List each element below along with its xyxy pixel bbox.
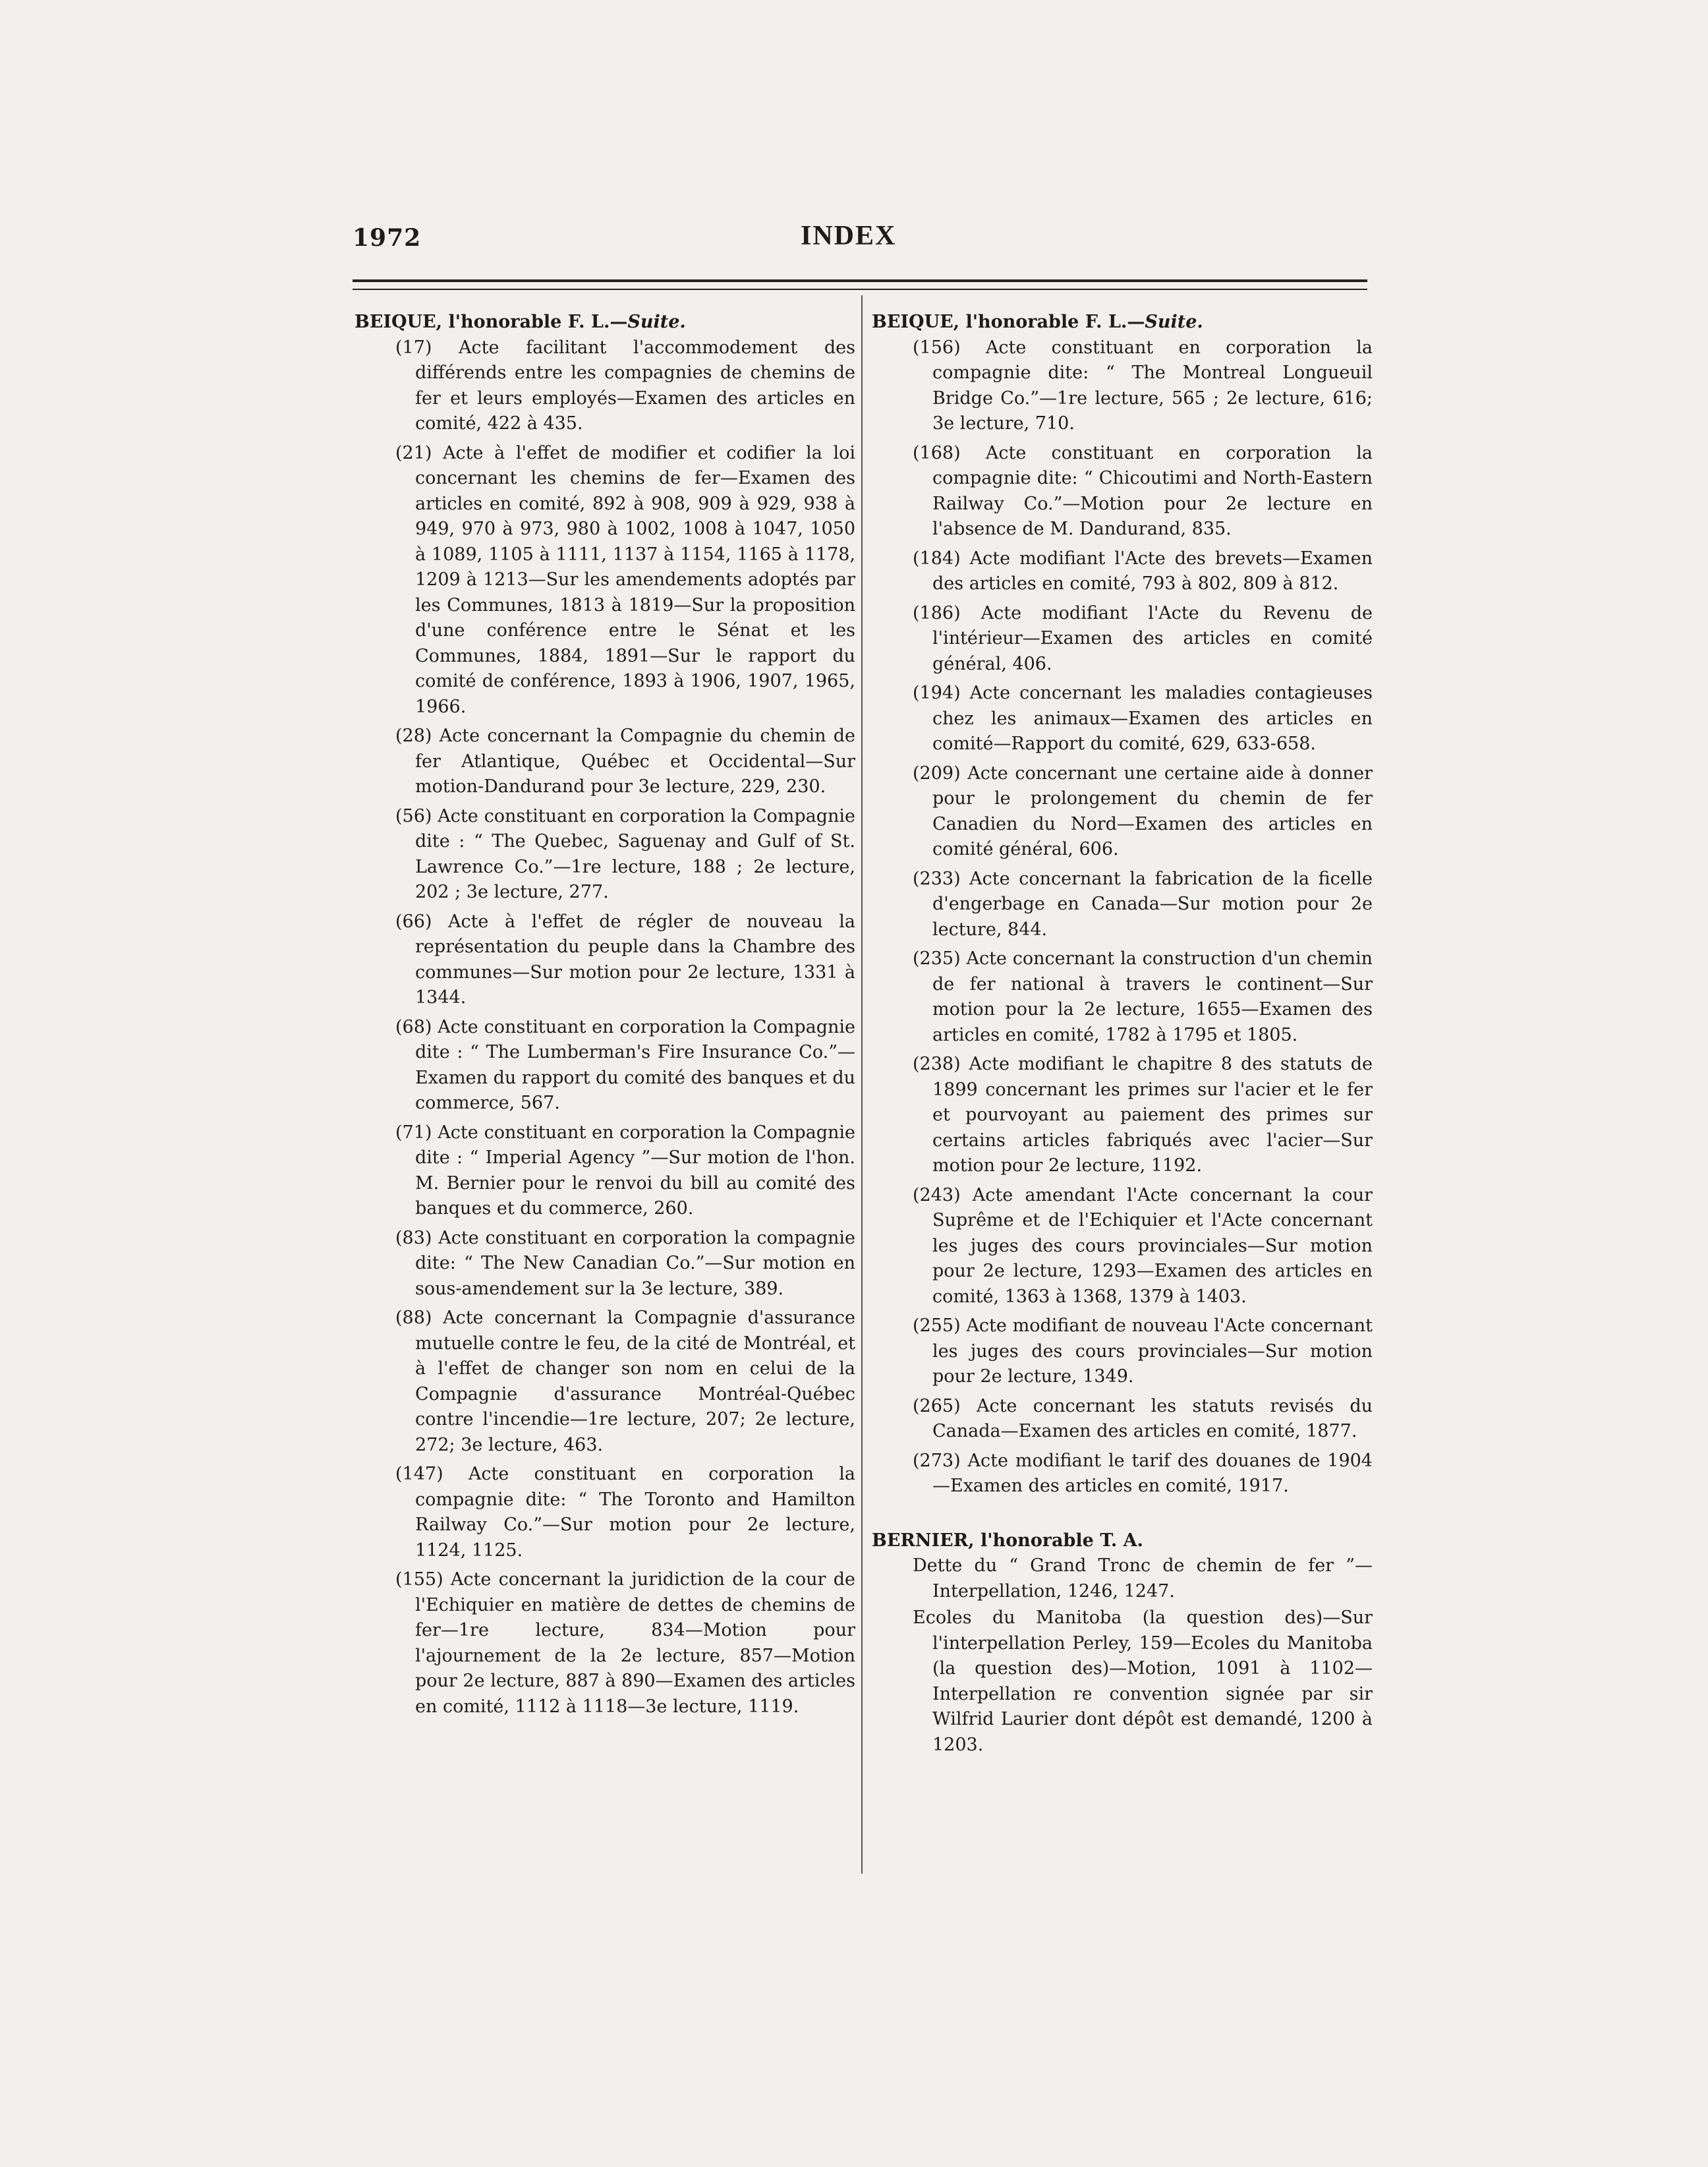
header-rule-thick — [353, 279, 1367, 282]
index-entry: (233) Acte concernant la fabrication de la ficelle d'engerbage en Canada—Sur motion pour 2e lecture, 844. — [913, 868, 1373, 940]
right-heading-suite: Suite. — [1145, 312, 1203, 332]
section-spacer — [872, 1503, 1373, 1528]
index-entry: (68) Acte constituant en corporation la Compagnie dite : “ The Lumberman's Fire Insurance Co.”—Examen du rapport du comité des banques et du commerce, 567. — [395, 1016, 855, 1113]
index-entry: (83) Acte constituant en corporation la compagnie dite: “ The New Canadian Co.”—Sur motion en sous-amendement sur la 3e lecture, 389. — [395, 1227, 855, 1299]
index-entry: (255) Acte modifiant de nouveau l'Acte concernant les juges des cours provinciales—Sur motion pour 2e lecture, 1349. — [913, 1315, 1373, 1387]
index-entry: (209) Acte concernant une certaine aide à donner pour le prolongement du chemin de fer Canadien du Nord—Examen des articles en comité général, 606. — [913, 763, 1373, 859]
right-heading-name: BEIQUE, l'honorable F. L.— — [872, 312, 1145, 332]
page-header — [353, 221, 1367, 264]
left-heading-name: BEIQUE, l'honorable F. L.— — [355, 312, 628, 332]
header-rule-thin — [353, 289, 1367, 290]
index-entry: (156) Acte constituant en corporation la compagnie dite: “ The Montreal Longueuil Bridge Co.”—1re lecture, 565 ; 2e lecture, 616; 3e lecture, 710. — [913, 337, 1373, 434]
index-entry: (17) Acte facilitant l'accommodement des différends entre les compagnies de chemins de fer et leurs employés—Examen des articles en comité, 422 à 435. — [395, 337, 855, 434]
index-entry: (71) Acte constituant en corporation la Compagnie dite : “ Imperial Agency ”—Sur motion de l'hon. M. Bernier pour le renvoi du bill au comité des banques et du commerce, 260. — [395, 1122, 855, 1219]
index-entry: (168) Acte constituant en corporation la compagnie dite: “ Chicoutimi and North-Eastern Railway Co.”—Motion pour 2e lecture en l'absence de M. Dandurand, 835. — [913, 442, 1373, 539]
left-heading — [355, 310, 855, 335]
index-entry: (186) Acte modifiant l'Acte du Revenu de l'intérieur—Examen des articles en comité général, 406. — [913, 602, 1373, 674]
index-entry: (28) Acte concernant la Compagnie du chemin de fer Atlantique, Québec et Occidental—Sur motion-Dandurand pour 3e lecture, 229, 230. — [395, 726, 855, 797]
index-entry: (273) Acte modifiant le tarif des douanes de 1904—Examen des articles en comité, 1917. — [913, 1450, 1373, 1496]
column-divider — [861, 295, 863, 1874]
index-entry: Dette du “ Grand Tronc de chemin de fer ”—Interpellation, 1246, 1247. — [913, 1555, 1373, 1602]
right-heading-bernier: BERNIER, l'honorable T. A. — [872, 1530, 1143, 1551]
index-entry: Ecoles du Manitoba (la question des)—Sur l'interpellation Perley, 159—Ecoles du Manitoba (la question des)—Motion, 1091 à 1102—Interpellation re convention signée par sir Wilfrid Laurier dont dépôt est demandé, 1200 à 1203. — [913, 1607, 1373, 1755]
index-entry: (194) Acte concernant les maladies contagieuses chez les animaux—Examen des articles en comité—Rapport du comité, 629, 633-658. — [913, 683, 1373, 754]
right-heading — [872, 310, 1373, 335]
right-column — [872, 310, 1373, 1759]
page-number: 1972 — [353, 224, 422, 252]
index-entry: (155) Acte concernant la juridiction de la cour de l'Echiquier en matière de dettes de chemins de fer—1re lecture, 834—Motion pour l'ajournement de la 2e lecture, 857—Motion pour 2e lecture, 887 à 890—Examen des articles en comité, 1112 à 1118—3e lecture, 1119. — [395, 1569, 855, 1717]
page-title: INDEX — [801, 221, 897, 251]
index-entry: (238) Acte modifiant le chapitre 8 des statuts de 1899 concernant les primes sur l'acier et le fer et pourvoyant au paiement des primes sur certains articles fabriqués avec l'acier—Sur motion pour 2e lecture, 1192. — [913, 1054, 1373, 1176]
index-entry: (243) Acte amendant l'Acte concernant la cour Suprême et de l'Echiquier et l'Acte concernant les juges des cours provinciales—Sur motion pour 2e lecture, 1293—Examen des articles en comité, 1363 à 1368, 1379 à 1403. — [913, 1184, 1373, 1307]
index-entry: (56) Acte constituant en corporation la Compagnie dite : “ The Quebec, Saguenay and Gulf of St. Lawrence Co.”—1re lecture, 188 ; 2e lecture, 202 ; 3e lecture, 277. — [395, 805, 855, 902]
index-entry: (21) Acte à l'effet de modifier et codifier la loi concernant les chemins de fer—Examen des articles en comité, 892 à 908, 909 à 929, 938 à 949, 970 à 973, 980 à 1002, 1008 à 1047, 1050 à 1089, 1105 à 1111, 1137 à 1154, 1165 à 1178, 1209 à 1213—Sur les amendements adoptés par les Communes, 1813 à 1819—Sur la proposition d'une conférence entre le Sénat et les Communes, 1884, 1891—Sur le rapport du comité de conférence, 1893 à 1906, 1907, 1965, 1966. — [395, 442, 855, 717]
index-entry: (66) Acte à l'effet de régler de nouveau la représentation du peuple dans la Chambre des communes—Sur motion pour 2e lecture, 1331 à 1344. — [395, 911, 855, 1008]
index-entry: (88) Acte concernant la Compagnie d'assurance mutuelle contre le feu, de la cité de Montréal, et à l'effet de changer son nom en celui de la Compagnie d'assurance Montréal-Québec contre l'incendie—1re lecture, 207; 2e lecture, 272; 3e lecture, 463. — [395, 1308, 855, 1455]
index-entry: (147) Acte constituant en corporation la compagnie dite: “ The Toronto and Hamilton Railway Co.”—Sur motion pour 2e lecture, 1124, 1125. — [395, 1464, 855, 1561]
index-entry: (265) Acte concernant les statuts revisés du Canada—Examen des articles en comité, 1877. — [913, 1395, 1373, 1441]
left-column — [355, 310, 855, 1723]
index-entry: (235) Acte concernant la construction d'un chemin de fer national à travers le continent—Sur motion pour la 2e lecture, 1655—Examen des articles en comité, 1782 à 1795 et 1805. — [913, 948, 1373, 1045]
left-heading-suite: Suite. — [627, 312, 686, 332]
index-entry: (184) Acte modifiant l'Acte des brevets—Examen des articles en comité, 793 à 802, 809 à 812. — [913, 548, 1373, 594]
